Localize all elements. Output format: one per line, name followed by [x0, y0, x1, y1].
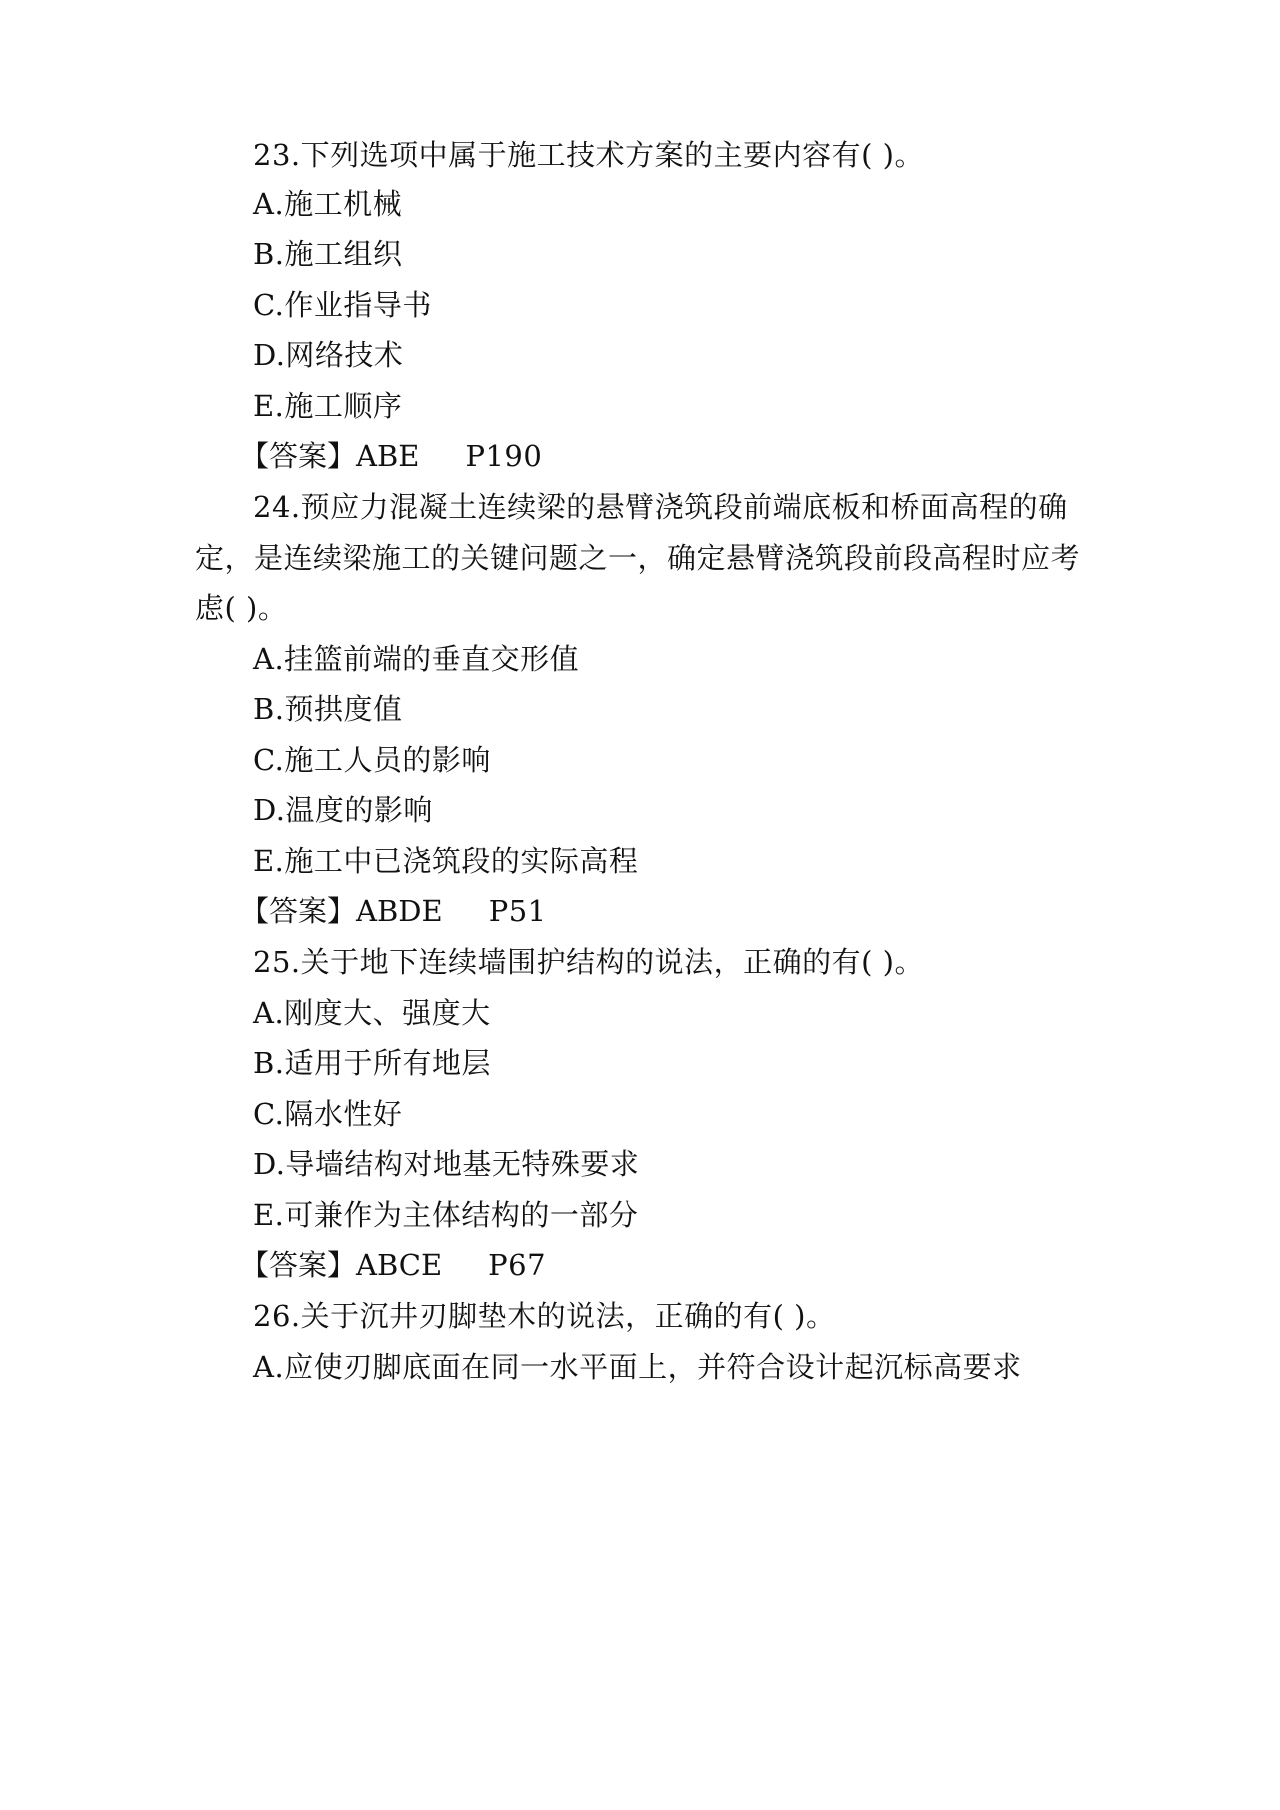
question-25-option-b: B.适用于所有地层 [253, 1046, 492, 1080]
question-24-stem-line-3: 虑( )。 [195, 591, 288, 625]
question-25-option-a: A.刚度大、强度大 [253, 996, 491, 1030]
question-24-stem-line-2: 定，是连续梁施工的关键问题之一，确定悬臂浇筑段前段高程时应考 [195, 541, 1081, 575]
question-25-stem: 25.关于地下连续墙围护结构的说法，正确的有( )。 [253, 945, 924, 979]
question-25-answer [240, 1247, 546, 1283]
question-24-option-a: A.挂篮前端的垂直交形值 [253, 642, 580, 676]
question-23-option-a: A.施工机械 [253, 187, 403, 221]
question-26-stem: 26.关于沉井刃脚垫木的说法，正确的有( )。 [253, 1299, 836, 1333]
question-23-option-d: D.网络技术 [253, 338, 404, 372]
question-25-option-d: D.导墙结构对地基无特殊要求 [253, 1147, 640, 1181]
answer-page: P67 [488, 1248, 547, 1282]
question-24-option-e: E.施工中已浇筑段的实际高程 [253, 844, 639, 878]
question-23-option-b: B.施工组织 [253, 237, 403, 271]
answer-label: 【答案】ABE [240, 439, 420, 473]
answer-label: 【答案】ABCE [240, 1248, 443, 1282]
question-24-option-c: C.施工人员的影响 [253, 743, 491, 777]
question-25-option-e: E.可兼作为主体结构的一部分 [253, 1198, 639, 1232]
question-26-option-a: A.应使刃脚底面在同一水平面上，并符合设计起沉标高要求 [253, 1350, 1022, 1384]
question-24-option-d: D.温度的影响 [253, 793, 433, 827]
question-23-stem: 23.下列选项中属于施工技术方案的主要内容有( )。 [253, 138, 924, 172]
question-25-option-c: C.隔水性好 [253, 1097, 403, 1131]
answer-page: P190 [465, 439, 543, 473]
question-24-stem-line-1: 24.预应力混凝土连续梁的悬臂浇筑段前端底板和桥面高程的确 [253, 490, 1068, 524]
question-23-option-c: C.作业指导书 [253, 288, 432, 322]
answer-label: 【答案】ABDE [240, 894, 443, 928]
question-23-answer [240, 438, 542, 474]
question-23-option-e: E.施工顺序 [253, 389, 403, 423]
question-24-answer [240, 893, 547, 929]
question-24-option-b: B.预拱度值 [253, 692, 403, 726]
answer-page: P51 [488, 894, 547, 928]
